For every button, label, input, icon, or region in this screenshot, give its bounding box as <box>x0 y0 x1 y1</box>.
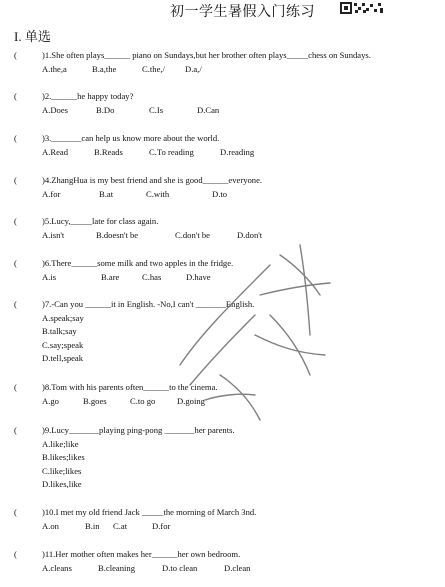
option-d: D.a,/ <box>185 63 202 74</box>
option-c: C.the,/ <box>142 63 165 74</box>
options <box>42 229 262 243</box>
qr-code-icon <box>340 2 384 14</box>
question-stem: )8.Tom with his parents often______to the cinema. <box>42 382 218 392</box>
option-d: D.have <box>186 271 211 282</box>
option-b: B.Reads <box>94 146 123 157</box>
options <box>42 63 371 77</box>
option-a: A.cleans <box>42 562 72 573</box>
question-stem: )7.-Can you ______it in English. -No,I can't _______English. <box>42 299 255 309</box>
answer-bracket: ( <box>14 50 17 60</box>
question-stem: )1.She often plays______ piano on Sundays,but her brother often plays_____chess on Sundays. <box>42 50 371 60</box>
question-stem: )9.Lucy_______playing ping-pong _______her parents. <box>42 425 235 435</box>
question-8 <box>14 381 218 408</box>
answer-bracket: ( <box>14 133 17 143</box>
option-a: A.speak;say <box>42 312 84 323</box>
question-9 <box>14 424 235 492</box>
option-d: D.reading <box>220 146 255 157</box>
answer-bracket: ( <box>14 299 17 309</box>
option-c: C.has <box>142 271 162 282</box>
options <box>42 146 254 160</box>
option-a: A.isn't <box>42 229 65 240</box>
option-b: B.at <box>99 188 114 199</box>
question-stem: )2.______he happy today? <box>42 91 134 101</box>
answer-bracket: ( <box>14 425 17 435</box>
question-5 <box>14 215 262 242</box>
answer-bracket: ( <box>14 258 17 268</box>
question-stem: )11.Her mother often makes her______her own bedroom. <box>42 549 241 559</box>
question-6 <box>14 257 233 284</box>
option-a: A.Read <box>42 146 69 157</box>
option-b: B.are <box>101 271 120 282</box>
answer-bracket: ( <box>14 216 17 226</box>
options <box>42 438 235 492</box>
question-2 <box>14 90 219 117</box>
options <box>42 312 254 366</box>
options <box>42 271 233 285</box>
question-stem: )3._______can help us know more about the world. <box>42 133 220 143</box>
option-b: B.in <box>85 520 100 531</box>
option-c: C.say;speak <box>42 339 84 350</box>
option-a: A.Does <box>42 104 69 115</box>
question-stem: )4.ZhangHua is my best friend and she is good______everyone. <box>42 175 263 185</box>
options <box>42 562 250 576</box>
page-title: 初一学生暑假入门练习 <box>170 5 315 20</box>
option-d: D.Can <box>197 104 220 115</box>
option-a: A.on <box>42 520 59 531</box>
options <box>42 395 218 409</box>
answer-bracket: ( <box>14 175 17 185</box>
option-d: D.likes,like <box>42 479 82 489</box>
option-a: A.is <box>42 271 57 282</box>
options <box>42 104 219 118</box>
options <box>42 188 262 202</box>
option-d: D.to <box>212 188 228 199</box>
option-b: B.a,the <box>92 63 117 74</box>
option-d: D.going <box>177 395 205 406</box>
answer-bracket: ( <box>14 507 17 517</box>
option-d: D.tell,speak <box>42 353 84 363</box>
option-d: D.clean <box>224 562 251 573</box>
answer-bracket: ( <box>14 382 17 392</box>
question-stem: )10.I met my old friend Jack _____the morning of March 3nd. <box>42 507 257 517</box>
option-b: B.doesn't be <box>96 229 139 240</box>
question-10 <box>14 506 256 533</box>
options <box>42 520 256 534</box>
option-a: A.for <box>42 188 61 199</box>
option-c: C.like;likes <box>42 465 82 476</box>
option-b: B.likes;likes <box>42 452 85 462</box>
answer-bracket: ( <box>14 91 17 101</box>
option-a: A.the,a <box>42 63 67 74</box>
answer-bracket: ( <box>14 549 17 559</box>
question-stem: )6.There______some milk and two apples in the fridge. <box>42 258 234 268</box>
option-a: A.like;like <box>42 438 79 449</box>
option-c: C.to go <box>130 395 156 406</box>
question-3 <box>14 132 254 159</box>
option-c: C.don't be <box>175 229 210 240</box>
section-heading: I. 单选 <box>14 29 51 44</box>
option-b: B.Do <box>96 104 115 115</box>
option-d: D.for <box>152 520 171 531</box>
option-c: C.To reading <box>149 146 194 157</box>
option-b: B.goes <box>83 395 107 406</box>
question-7 <box>14 298 254 366</box>
question-11 <box>14 548 250 575</box>
option-c: C.at <box>113 520 128 531</box>
option-a: A.go <box>42 395 59 406</box>
option-b: B.talk;say <box>42 326 77 336</box>
option-b: B.cleaning <box>98 562 135 573</box>
option-c: C.Is <box>149 104 164 115</box>
option-c: C.with <box>146 188 170 199</box>
question-stem: )5.Lucy,_____late for class again. <box>42 216 159 226</box>
question-1 <box>14 49 371 76</box>
option-d: D.don't <box>237 229 263 240</box>
option-c: D.to clean <box>162 562 198 573</box>
question-4 <box>14 174 262 201</box>
